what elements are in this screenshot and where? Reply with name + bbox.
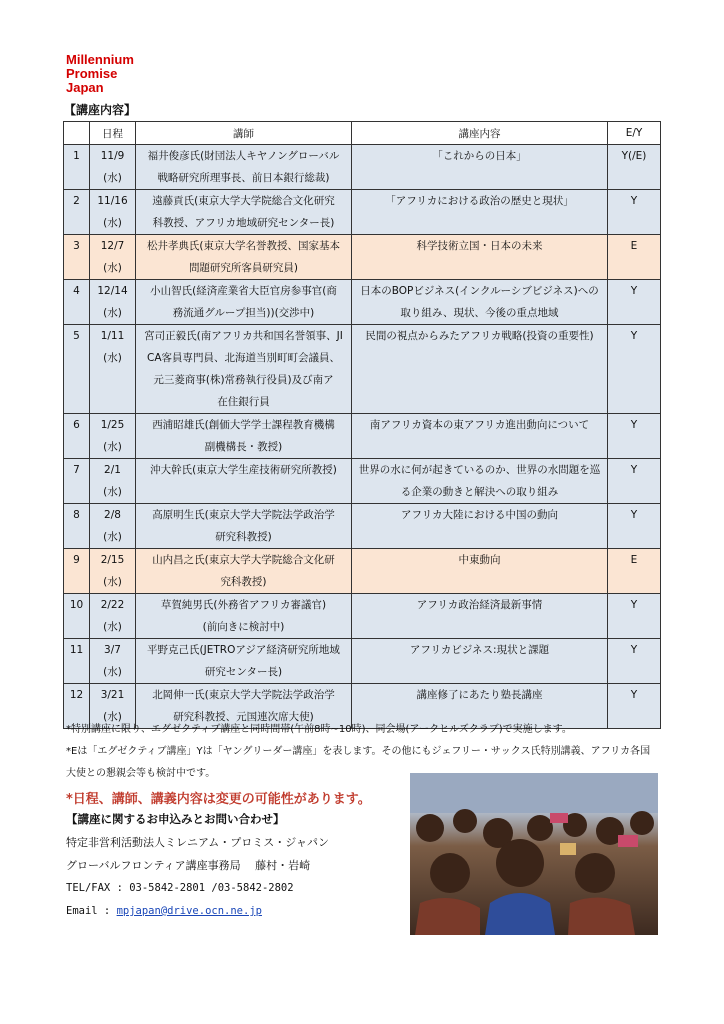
lecturer-line: (前向きに検討中) [202,621,285,633]
lecturer-line: 福井俊彦氏(財団法人キヤノングローバル [147,150,340,162]
note-line-1: *特別講座に限り、エグゼクティブ講座と同時間帯(午前8時~10時)、同会場(アークヒルズクラブ)で実施します。 [66,724,572,735]
row-type: Y [608,325,661,414]
row-lecturer [136,235,352,280]
topic-line: 科学技術立国・日本の未来 [416,240,543,252]
lecturer-line: 究科教授) [220,576,267,588]
date-text: 2/8 [104,509,121,521]
weekday-text: (水) [103,576,122,588]
row-type: E [608,235,661,280]
date-text: 3/21 [100,689,125,701]
date-text: 12/14 [97,285,128,297]
email-link[interactable]: mpjapan@drive.ocn.ne.jp [116,905,262,917]
date-text: 2/1 [104,464,121,476]
topic-line: る企業の動きと解決への取り組み [400,486,559,498]
row-number: 11 [64,639,90,684]
row-date [90,145,136,190]
lecturer-line: 平野克己氏(JETROアジア経済研究所地域 [147,644,340,656]
weekday-text: (水) [103,262,122,274]
row-number: 3 [64,235,90,280]
table-row [64,549,661,594]
lecturer-line: 問題研究所客員研究員) [188,262,299,274]
row-topic [352,325,608,414]
row-type: Y [608,594,661,639]
table-row [64,504,661,549]
lecturer-line: 沖大幹氏(東京大学生産技術研究所教授) [150,464,337,476]
col-header-topic: 講座内容 [352,122,608,145]
contact-office: グローバルフロンティア講座事務局 藤村・岩崎 [66,859,311,872]
row-topic [352,145,608,190]
row-type: Y [608,459,661,504]
weekday-text: (水) [103,486,122,498]
topic-line: 講座修了にあたり塾長講座 [416,689,543,701]
row-type: Y [608,414,661,459]
date-text: 3/7 [104,644,121,656]
lecturer-line: 研究科教授、元国連次席大使) [173,711,314,723]
row-lecturer [136,280,352,325]
row-number: 1 [64,145,90,190]
lecturer-line: 西浦昭雄氏(創価大学学士課程教育機構 [152,419,335,431]
row-number: 9 [64,549,90,594]
row-topic [352,504,608,549]
lecturer-line: 研究センター長) [204,666,283,678]
row-date [90,235,136,280]
row-lecturer [136,639,352,684]
row-number: 6 [64,414,90,459]
row-number: 2 [64,190,90,235]
lecturer-line: 松井孝典氏(東京大学名誉教授、国家基本 [146,240,341,252]
topic-line: 日本のBOPビジネス(インクルーシブビジネス)への [360,285,599,297]
change-warning: *日程、講師、講義内容は変更の可能性があります。 [66,792,371,807]
weekday-text: (水) [103,217,122,229]
topic-line: 南アフリカ資本の東アフリカ進出動向について [369,419,590,431]
col-header-type: E/Y [608,122,661,145]
lecturer-line: 北岡伸一氏(東京大学大学院法学政治学 [152,689,335,701]
note-line-2: *Eは「エグゼクティブ講座」Yは「ヤングリーダー講座」を表します。その他にもジェフリー・サックス氏特別講義、アフリカ各国 [66,746,651,757]
topic-line: 中東動向 [458,554,501,566]
table-row [64,594,661,639]
date-text: 12/7 [100,240,125,252]
topic-line: アフリカ大陸における中国の動向 [401,509,558,521]
lecturer-line: 在住銀行員 [217,396,270,408]
row-number: 10 [64,594,90,639]
contact-org: 特定非営利活動法人ミレニアム・プロミス・ジャパン [66,836,330,849]
row-type: Y(/E) [608,145,661,190]
row-date [90,459,136,504]
table-row [64,414,661,459]
lecturer-line: 山内昌之氏(東京大学大学院総合文化研 [152,554,335,566]
weekday-text: (水) [103,666,122,678]
col-header-date: 日程 [90,122,136,145]
col-header-lecturer: 講師 [136,122,352,145]
topic-line: アフリカビジネス:現状と課題 [409,644,550,656]
contact-block [66,808,329,923]
lecturer-line: 戦略研究所理事長、前日本銀行総裁) [157,172,330,184]
topic-line: 民間の視点からみたアフリカ戦略(投資の重要性) [365,330,594,342]
topic-line: 取り組み、現状、今後の重点地域 [400,307,559,319]
topic-line: 世界の水に何が起きているのか、世界の水問題を巡 [358,464,601,476]
table-row [64,280,661,325]
date-text: 11/9 [100,150,125,162]
lecturer-line: 小山智氏(経済産業省大臣官房参事官(商 [150,285,337,297]
row-topic [352,190,608,235]
section-title: 【講座内容】 [64,103,137,117]
lecturer-line: 務流通グループ担当))(交渉中) [172,307,315,319]
row-lecturer [136,549,352,594]
logo-line-1: Millennium [66,52,134,67]
table-row [64,190,661,235]
row-number: 8 [64,504,90,549]
lecturer-line: 研究科教授) [215,531,272,543]
row-date [90,414,136,459]
weekday-text: (水) [103,352,122,364]
topic-line: アフリカ政治経済最新事情 [416,599,543,611]
email-label: Email : [66,905,117,917]
row-topic [352,639,608,684]
row-lecturer [136,190,352,235]
weekday-text: (水) [103,307,122,319]
row-topic [352,549,608,594]
row-number: 5 [64,325,90,414]
lecturer-line: 遠藤貢氏(東京大学大学院総合文化研究 [152,195,335,207]
table-row [64,235,661,280]
date-text: 1/11 [100,330,125,342]
row-lecturer [136,145,352,190]
row-topic [352,414,608,459]
lecturer-line: CA客員専門員、北海道当別町町会議員、 [146,352,340,364]
weekday-text: (水) [103,621,122,633]
row-topic [352,235,608,280]
col-header-no [64,122,90,145]
table-row [64,325,661,414]
note-line-3: 大使との懇親会等も検討中です。 [66,768,216,779]
row-lecturer [136,594,352,639]
table-row [64,639,661,684]
date-text: 1/25 [100,419,125,431]
weekday-text: (水) [103,441,122,453]
row-number: 4 [64,280,90,325]
weekday-text: (水) [103,172,122,184]
logo-line-3: Japan [66,80,104,95]
date-text: 11/16 [97,195,128,207]
row-lecturer [136,504,352,549]
row-date [90,190,136,235]
weekday-text: (水) [103,531,122,543]
row-date [90,594,136,639]
schedule-table [63,121,661,729]
contact-tel: TEL/FAX : 03-5842-2801 /03-5842-2802 [66,882,294,894]
lecturer-line: 科教授、アフリカ地域研究センター長) [152,217,335,229]
row-date [90,549,136,594]
row-lecturer [136,459,352,504]
lecturer-line: 草賀純男氏(外務省アフリカ審議官) [160,599,327,611]
row-date [90,504,136,549]
lecturer-line: 宮司正毅氏(南アフリカ共和国名誉領事、JI [144,330,343,342]
lecturer-line: 副機構長・教授) [204,441,283,453]
row-date [90,325,136,414]
row-type: Y [608,639,661,684]
table-row [64,459,661,504]
row-type: Y [608,190,661,235]
row-number: 7 [64,459,90,504]
date-text: 2/22 [100,599,125,611]
row-topic [352,459,608,504]
weekday-text: (水) [103,711,122,723]
topic-line: 「これからの日本」 [432,150,527,162]
row-type: Y [608,504,661,549]
logo-line-2: Promise [66,66,118,81]
row-type: E [608,549,661,594]
date-text: 2/15 [100,554,125,566]
row-lecturer [136,414,352,459]
brand-logo [66,53,134,95]
contact-title: 【講座に関するお申込みとお問い合わせ】 [66,812,285,826]
row-topic [352,594,608,639]
row-topic [352,280,608,325]
table-header-row [64,122,661,145]
children-photo [410,773,658,935]
row-number: 12 [64,684,90,729]
row-type: Y [608,280,661,325]
row-lecturer [136,325,352,414]
topic-line: 「アフリカにおける政治の歴史と現状」 [385,195,574,207]
row-date [90,280,136,325]
row-type: Y [608,684,661,729]
row-date [90,639,136,684]
lecturer-line: 元三菱商事(株)常務執行役員)及び南ア [153,374,334,386]
table-row [64,145,661,190]
contact-email-line [66,900,329,923]
lecturer-line: 高原明生氏(東京大学大学院法学政治学 [152,509,335,521]
